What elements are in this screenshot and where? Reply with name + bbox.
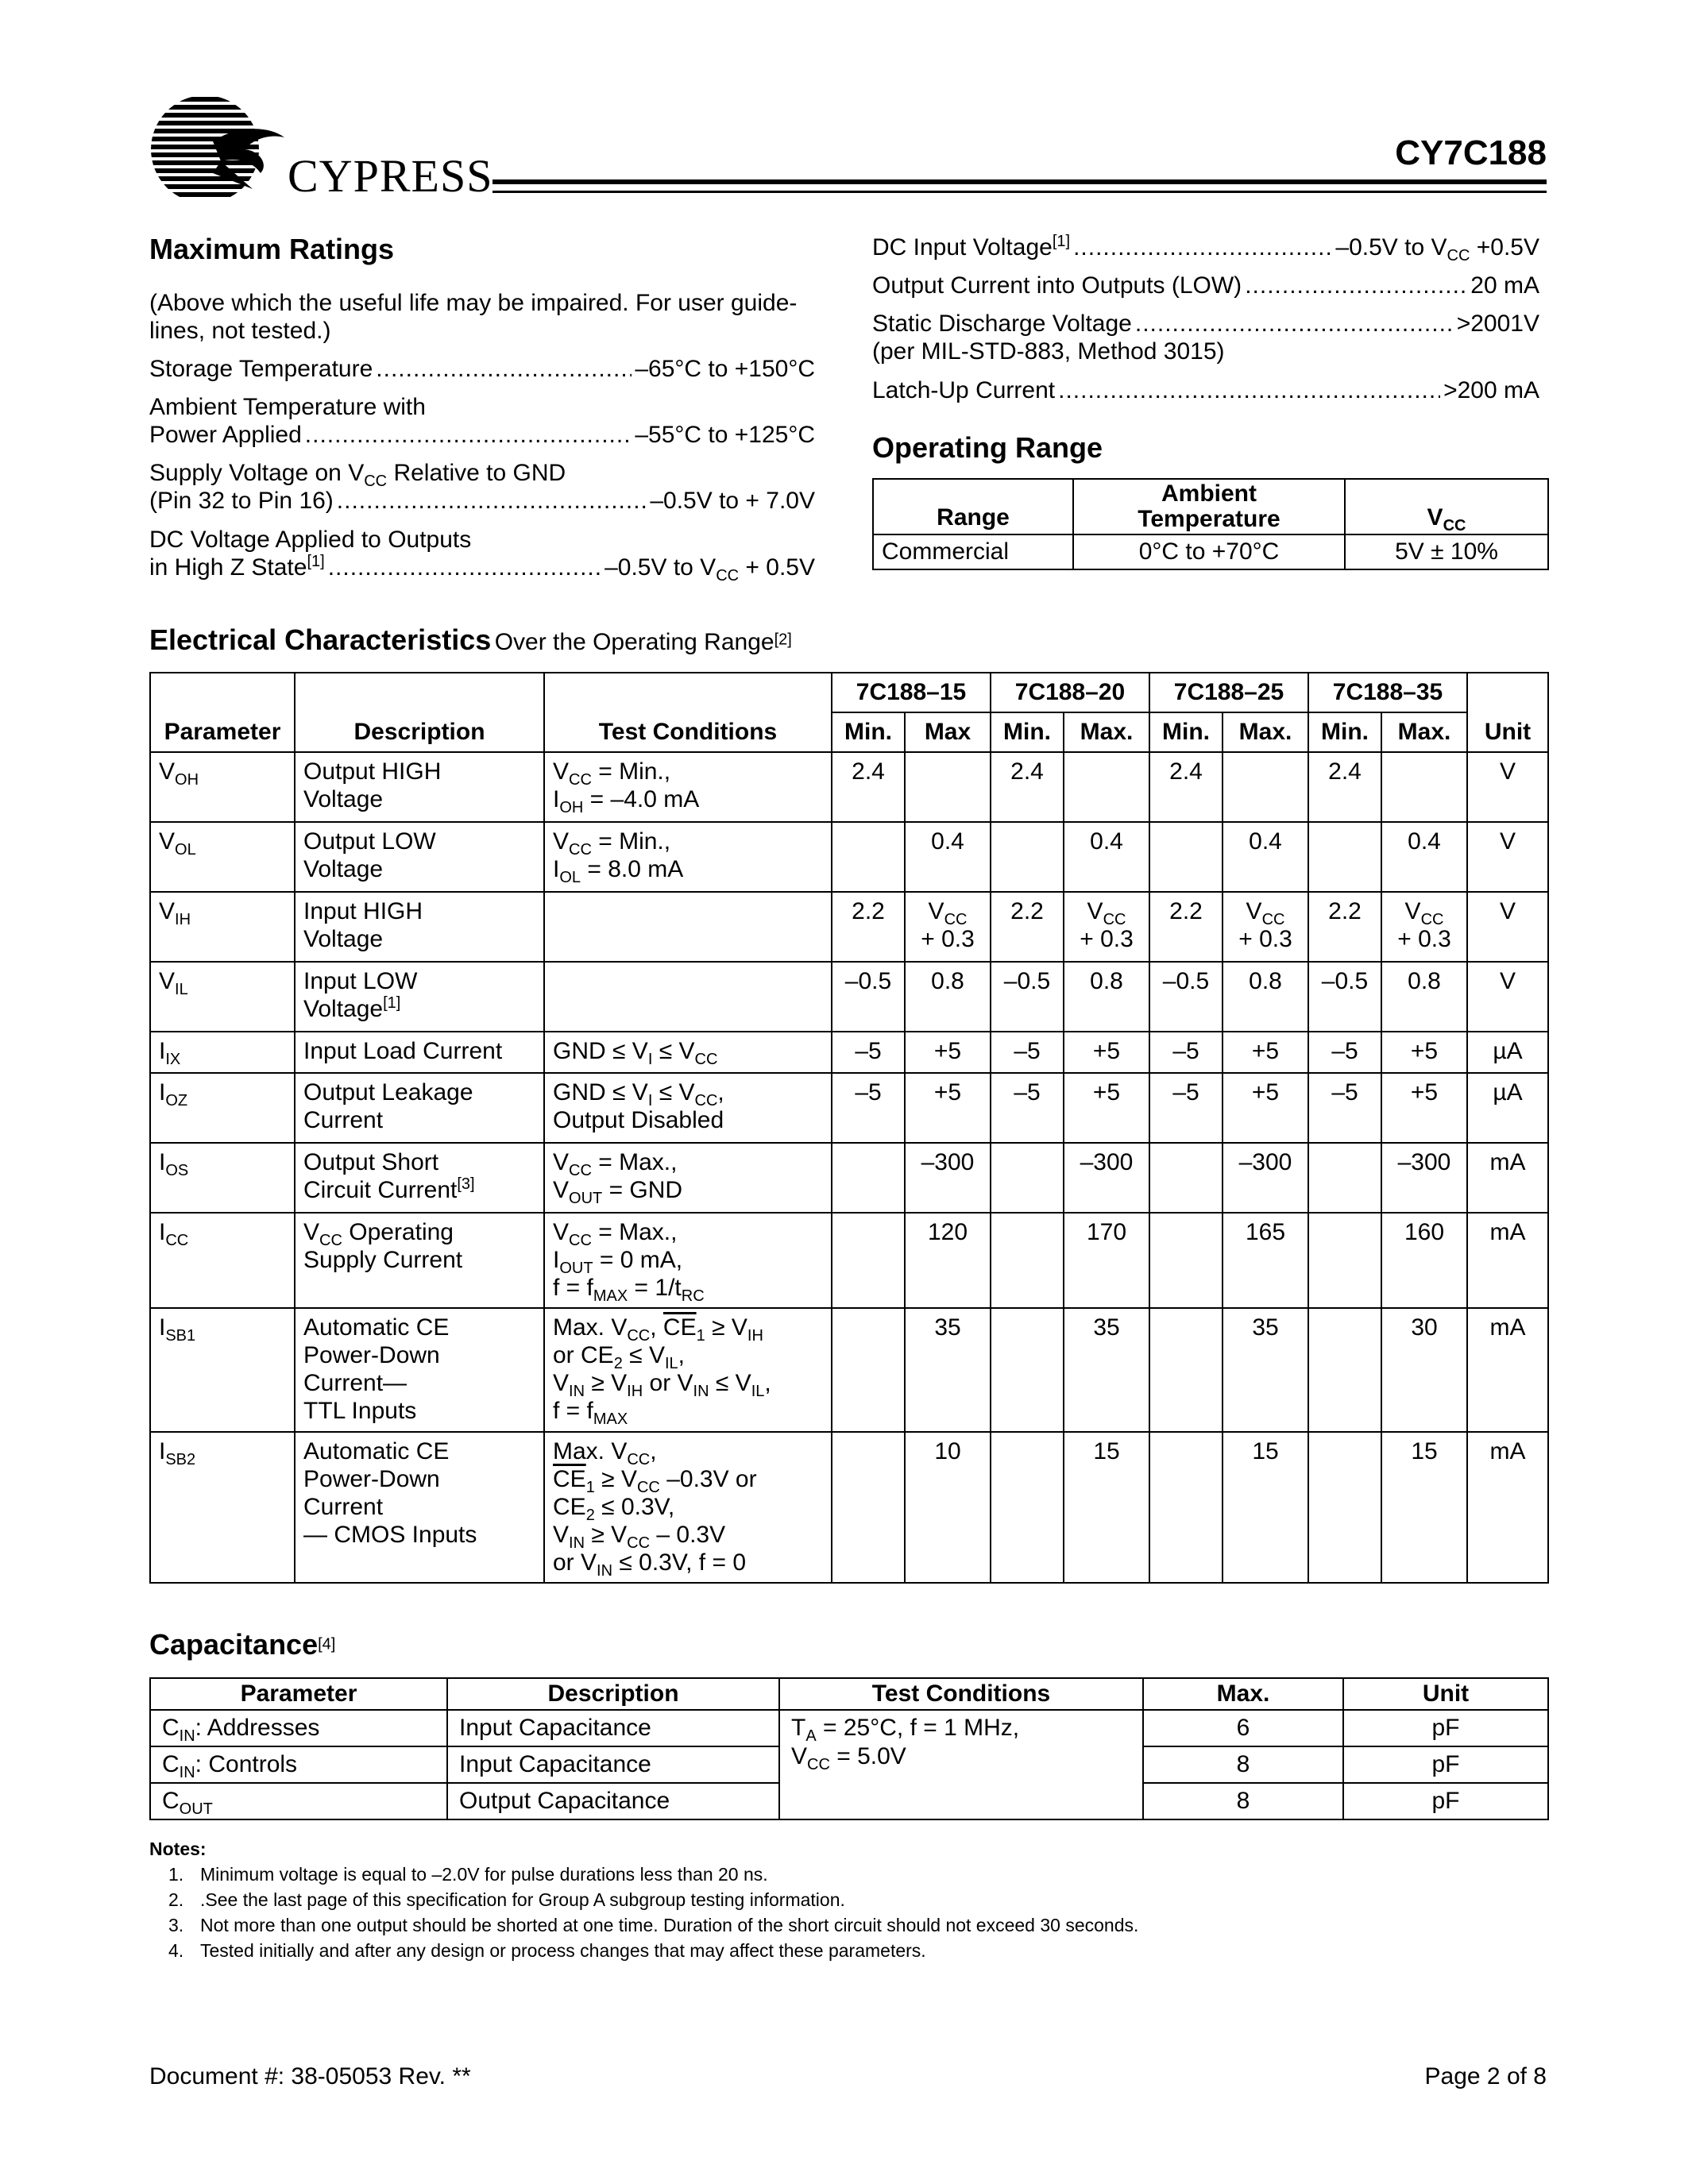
value-cell: –5: [991, 1073, 1064, 1143]
col-range: Range: [873, 479, 1073, 534]
value-cell: –0.5: [991, 962, 1064, 1032]
value-cell: 2.2: [991, 892, 1064, 962]
logo-wordmark: CYPRESS: [288, 150, 493, 202]
col-description: Description: [447, 1678, 779, 1710]
col-max: Max.: [1064, 712, 1149, 752]
value-cell: 15: [1223, 1432, 1308, 1583]
desc-cell: Output Capacitance: [447, 1783, 779, 1819]
value-cell: –5: [832, 1032, 905, 1073]
unit-cell: µA: [1467, 1032, 1548, 1073]
value-cell: –0.5: [1149, 962, 1223, 1032]
col-test-conditions: Test Conditions: [544, 673, 832, 752]
value-cell: –0.5: [832, 962, 905, 1032]
value-cell: –5: [832, 1073, 905, 1143]
table-row: [150, 962, 1548, 1032]
temp-value: 0°C to +70°C: [1073, 534, 1345, 569]
value-cell: 35: [1064, 1308, 1149, 1432]
cond-cell: $V_{CC}$ = Max., $V_{OUT}$ = GND: [544, 1143, 832, 1213]
value-cell: [1149, 1308, 1223, 1432]
value-cell: 2.4: [991, 752, 1064, 822]
value-cell: [1308, 1213, 1381, 1308]
value-cell: +5: [905, 1073, 991, 1143]
document-number: Document #: 38-05053 Rev. **: [149, 2063, 471, 2089]
col-min: Min.: [1308, 712, 1381, 752]
table-row: [150, 822, 1548, 892]
table-row: [150, 1213, 1548, 1308]
value-cell: –5: [1308, 1032, 1381, 1073]
table-row: [150, 1710, 1548, 1746]
table-row: [150, 1143, 1548, 1213]
header-rule: [492, 179, 1547, 184]
page-number: Page 2 of 8: [1424, 2063, 1547, 2089]
value-cell: +5: [1223, 1032, 1308, 1073]
table-row: [150, 1308, 1548, 1432]
range-value: Commercial: [873, 534, 1073, 569]
value-cell: 0.8: [1381, 962, 1467, 1032]
cond-cell: Max. $V_{CC}$, $\overline{CE}_1 \ge V_{IH}$ or $CE_2 \le V_{IL}$, $V_{IN} \ge V_{IH}$ or $V_{IN} \le V_{IL}$, $f = f_{MAX}$: [544, 1308, 832, 1432]
unit-cell: µA: [1467, 1073, 1548, 1143]
value-cell: 120: [905, 1213, 991, 1308]
param-cell: $I_{OS}$: [150, 1143, 295, 1213]
desc-cell: Input LOW Voltage[1]: [295, 962, 544, 1032]
value-cell: 10: [905, 1432, 991, 1583]
unit-cell: mA: [1467, 1143, 1548, 1213]
value-cell: 160: [1381, 1213, 1467, 1308]
cond-cell: $V_{CC}$ = Min., $I_{OL} = 8.0$ mA: [544, 822, 832, 892]
electrical-characteristics-table: [149, 672, 1549, 1584]
value-cell: [991, 822, 1064, 892]
value-cell: –0.5: [1308, 962, 1381, 1032]
rating-latchup: Latch-Up Current ..... >200 mA: [872, 376, 1539, 404]
col-test-conditions: Test Conditions: [779, 1678, 1143, 1710]
col-parameter: Parameter: [150, 1678, 447, 1710]
col-max: Max: [905, 712, 991, 752]
table-row: [150, 752, 1548, 822]
header-rule-thin: [492, 191, 1547, 193]
param-cell: $V_{OH}$: [150, 752, 295, 822]
col-group-20: 7C188–20: [991, 673, 1149, 712]
col-ambient-temp: Ambient Temperature: [1073, 479, 1345, 534]
param-cell: $I_{IX}$: [150, 1032, 295, 1073]
value-cell: 2.2: [1149, 892, 1223, 962]
value-cell: +5: [1223, 1073, 1308, 1143]
value-cell: [991, 1213, 1064, 1308]
value-cell: –300: [1223, 1143, 1308, 1213]
unit-cell: mA: [1467, 1213, 1548, 1308]
param-cell: $I_{SB1}$: [150, 1308, 295, 1432]
value-cell: [1308, 1432, 1381, 1583]
value-cell: 2.4: [1149, 752, 1223, 822]
notes-title: Notes:: [149, 1839, 207, 1859]
col-description: Description: [295, 673, 544, 752]
col-min: Min.: [1149, 712, 1223, 752]
unit-cell: V: [1467, 822, 1548, 892]
table-row: [150, 1032, 1548, 1073]
operating-range-title: Operating Range: [872, 431, 1103, 464]
param-cell: $C_{IN}$: Addresses: [150, 1710, 447, 1746]
desc-cell: Input Load Current: [295, 1032, 544, 1073]
param-cell: $C_{OUT}$: [150, 1783, 447, 1819]
note-item: 4. Tested initially and after any design or process changes that may affect these parameters.: [168, 1940, 926, 1961]
col-max: Max.: [1223, 712, 1308, 752]
desc-cell: Automatic CE Power-Down Current— TTL Inputs: [295, 1308, 544, 1432]
param-cell: $C_{IN}$: Controls: [150, 1746, 447, 1783]
desc-cell: Input HIGH Voltage: [295, 892, 544, 962]
col-max: Max.: [1143, 1678, 1343, 1710]
value-cell: [1381, 752, 1467, 822]
operating-range-table: [872, 478, 1549, 570]
value-cell: [832, 1432, 905, 1583]
value-cell: –5: [1149, 1032, 1223, 1073]
col-group-35: 7C188–35: [1308, 673, 1467, 712]
note-item: 1. Minimum voltage is equal to –2.0V for pulse durations less than 20 ns.: [168, 1864, 768, 1885]
value-cell: 0.8: [1223, 962, 1308, 1032]
unit-cell: V: [1467, 892, 1548, 962]
value-cell: 15: [1381, 1432, 1467, 1583]
unit-cell: pF: [1343, 1746, 1548, 1783]
col-group-15: 7C188–15: [832, 673, 991, 712]
value-cell: 170: [1064, 1213, 1149, 1308]
value-cell: 0.8: [905, 962, 991, 1032]
cond-cell: $T_A = 25^\circ C$, f = 1 MHz, $V_{CC} = 5.0V$: [779, 1710, 1143, 1819]
note-item: 3. Not more than one output should be shorted at one time. Duration of the short circuit should not exceed 30 seconds.: [168, 1915, 1139, 1935]
rating-dc-input: DC Input Voltage[1] ..... –0.5V to $V_{CC} +0.5V$: [872, 233, 1539, 261]
value-cell: –5: [1308, 1073, 1381, 1143]
value-cell: [991, 1143, 1064, 1213]
value-cell: [1149, 1213, 1223, 1308]
value-cell: 2.4: [1308, 752, 1381, 822]
value-cell: 35: [1223, 1308, 1308, 1432]
electrical-title: Electrical Characteristics Over the Operating Range[2]: [149, 623, 792, 656]
value-cell: [1308, 1143, 1381, 1213]
value-cell: 0.4: [1223, 822, 1308, 892]
value-cell: 0.4: [905, 822, 991, 892]
value-cell: 2.4: [832, 752, 905, 822]
rating-dc-outputs: DC Voltage Applied to Outputs in High Z State[1] ..... –0.5V to $V_{CC} + 0.5V$: [149, 526, 815, 581]
unit-cell: V: [1467, 752, 1548, 822]
value-cell: +5: [1064, 1032, 1149, 1073]
value-cell: $V_{CC}$ + 0.3: [1381, 892, 1467, 962]
rating-static-discharge: Static Discharge Voltage ..... >2001V (per MIL-STD-883, Method 3015): [872, 310, 1539, 365]
value-cell: [1149, 1432, 1223, 1583]
col-unit: Unit: [1343, 1678, 1548, 1710]
note-item: 2. .See the last page of this specification for Group A subgroup testing information.: [168, 1889, 845, 1910]
cond-cell: $V_{CC}$ = Max., $I_{OUT} = 0$ mA, $f = f_{MAX} = 1/t_{RC}$: [544, 1213, 832, 1308]
unit-cell: pF: [1343, 1710, 1548, 1746]
param-cell: $I_{CC}$: [150, 1213, 295, 1308]
value-cell: [1149, 1143, 1223, 1213]
col-min: Min.: [832, 712, 905, 752]
value-cell: [991, 1432, 1064, 1583]
max-ratings-title: Maximum Ratings: [149, 233, 395, 265]
cond-cell: GND ≤ $V_I \le V_{CC}$, Output Disabled: [544, 1073, 832, 1143]
value-cell: +5: [1064, 1073, 1149, 1143]
value-cell: $V_{CC}$ + 0.3: [905, 892, 991, 962]
notes: [149, 1836, 1138, 1963]
param-cell: $V_{OL}$: [150, 822, 295, 892]
value-cell: [832, 1143, 905, 1213]
value-cell: 165: [1223, 1213, 1308, 1308]
desc-cell: Output HIGH Voltage: [295, 752, 544, 822]
value-cell: [1308, 1308, 1381, 1432]
value-cell: –300: [1064, 1143, 1149, 1213]
unit-cell: mA: [1467, 1432, 1548, 1583]
value-cell: [1308, 822, 1381, 892]
value-cell: 0.4: [1064, 822, 1149, 892]
value-cell: [832, 1308, 905, 1432]
col-min: Min.: [991, 712, 1064, 752]
col-vcc: $V_{CC}$: [1345, 479, 1548, 534]
value-cell: [905, 752, 991, 822]
unit-cell: mA: [1467, 1308, 1548, 1432]
col-group-25: 7C188–25: [1149, 673, 1308, 712]
cond-cell: $V_{CC}$ = Min., $I_{OH} = -4.0$ mA: [544, 752, 832, 822]
param-cell: $I_{OZ}$: [150, 1073, 295, 1143]
desc-cell: Output Leakage Current: [295, 1073, 544, 1143]
value-cell: [1223, 752, 1308, 822]
table-row: [150, 1432, 1548, 1583]
param-cell: $V_{IH}$: [150, 892, 295, 962]
capacitance-table: [149, 1677, 1549, 1820]
value-cell: 35: [905, 1308, 991, 1432]
value-cell: –300: [1381, 1143, 1467, 1213]
cond-cell: Max. $V_{CC}$, $\overline{CE}_1 \ge V_{CC}$ –0.3V or $CE_2 \le 0.3V$, $V_{IN} \ge V_{CC} - 0.3V$ or $V_{IN} \le 0.3V$, f = 0: [544, 1432, 832, 1583]
rating-output-current: Output Current into Outputs (LOW) ..... 20 mA: [872, 272, 1539, 299]
value-cell: –5: [1149, 1073, 1223, 1143]
value-cell: +5: [905, 1032, 991, 1073]
capacitance-title: Capacitance[4]: [149, 1628, 336, 1661]
value-cell: [832, 1213, 905, 1308]
value-cell: $V_{CC}$ + 0.3: [1064, 892, 1149, 962]
desc-cell: Input Capacitance: [447, 1746, 779, 1783]
value-cell: +5: [1381, 1032, 1467, 1073]
value-cell: $V_{CC}$ + 0.3: [1223, 892, 1308, 962]
col-unit: Unit: [1467, 673, 1548, 752]
value-cell: [1149, 822, 1223, 892]
value-cell: –5: [991, 1032, 1064, 1073]
rating-supply: Supply Voltage on $V_{CC}$ Relative to GND (Pin 32 to Pin 16) ..... –0.5V to + 7.0V: [149, 459, 815, 515]
max-cell: 8: [1143, 1783, 1343, 1819]
col-max: Max.: [1381, 712, 1467, 752]
max-cell: 6: [1143, 1710, 1343, 1746]
cond-cell: [544, 962, 832, 1032]
cond-cell: [544, 892, 832, 962]
max-cell: 8: [1143, 1746, 1343, 1783]
desc-cell: Output Short Circuit Current[3]: [295, 1143, 544, 1213]
table-row: [150, 1073, 1548, 1143]
param-cell: $I_{SB2}$: [150, 1432, 295, 1583]
cond-cell: GND ≤ $V_I \le V_{CC}$: [544, 1032, 832, 1073]
desc-cell: $V_{CC}$ Operating Supply Current: [295, 1213, 544, 1308]
unit-cell: pF: [1343, 1783, 1548, 1819]
value-cell: 30: [1381, 1308, 1467, 1432]
value-cell: 0.8: [1064, 962, 1149, 1032]
value-cell: 2.2: [1308, 892, 1381, 962]
rating-storage: Storage Temperature ..... –65°C to +150°C: [149, 355, 815, 383]
value-cell: 15: [1064, 1432, 1149, 1583]
col-parameter: Parameter: [150, 673, 295, 752]
value-cell: 2.2: [832, 892, 905, 962]
desc-cell: Output LOW Voltage: [295, 822, 544, 892]
rating-ambient: Ambient Temperature with Power Applied ..... –55°C to +125°C: [149, 393, 815, 449]
max-ratings-intro: (Above which the useful life may be impaired. For user guide-lines, not tested.): [149, 290, 798, 344]
table-row: [150, 892, 1548, 962]
desc-cell: Input Capacitance: [447, 1710, 779, 1746]
desc-cell: Automatic CE Power-Down Current — CMOS Inputs: [295, 1432, 544, 1583]
unit-cell: V: [1467, 962, 1548, 1032]
value-cell: –300: [905, 1143, 991, 1213]
value-cell: [991, 1308, 1064, 1432]
value-cell: [832, 822, 905, 892]
part-number: CY7C188: [1395, 133, 1547, 172]
vcc-value: 5V ± 10%: [1345, 534, 1548, 569]
value-cell: [1064, 752, 1149, 822]
value-cell: 0.4: [1381, 822, 1467, 892]
param-cell: $V_{IL}$: [150, 962, 295, 1032]
value-cell: +5: [1381, 1073, 1467, 1143]
